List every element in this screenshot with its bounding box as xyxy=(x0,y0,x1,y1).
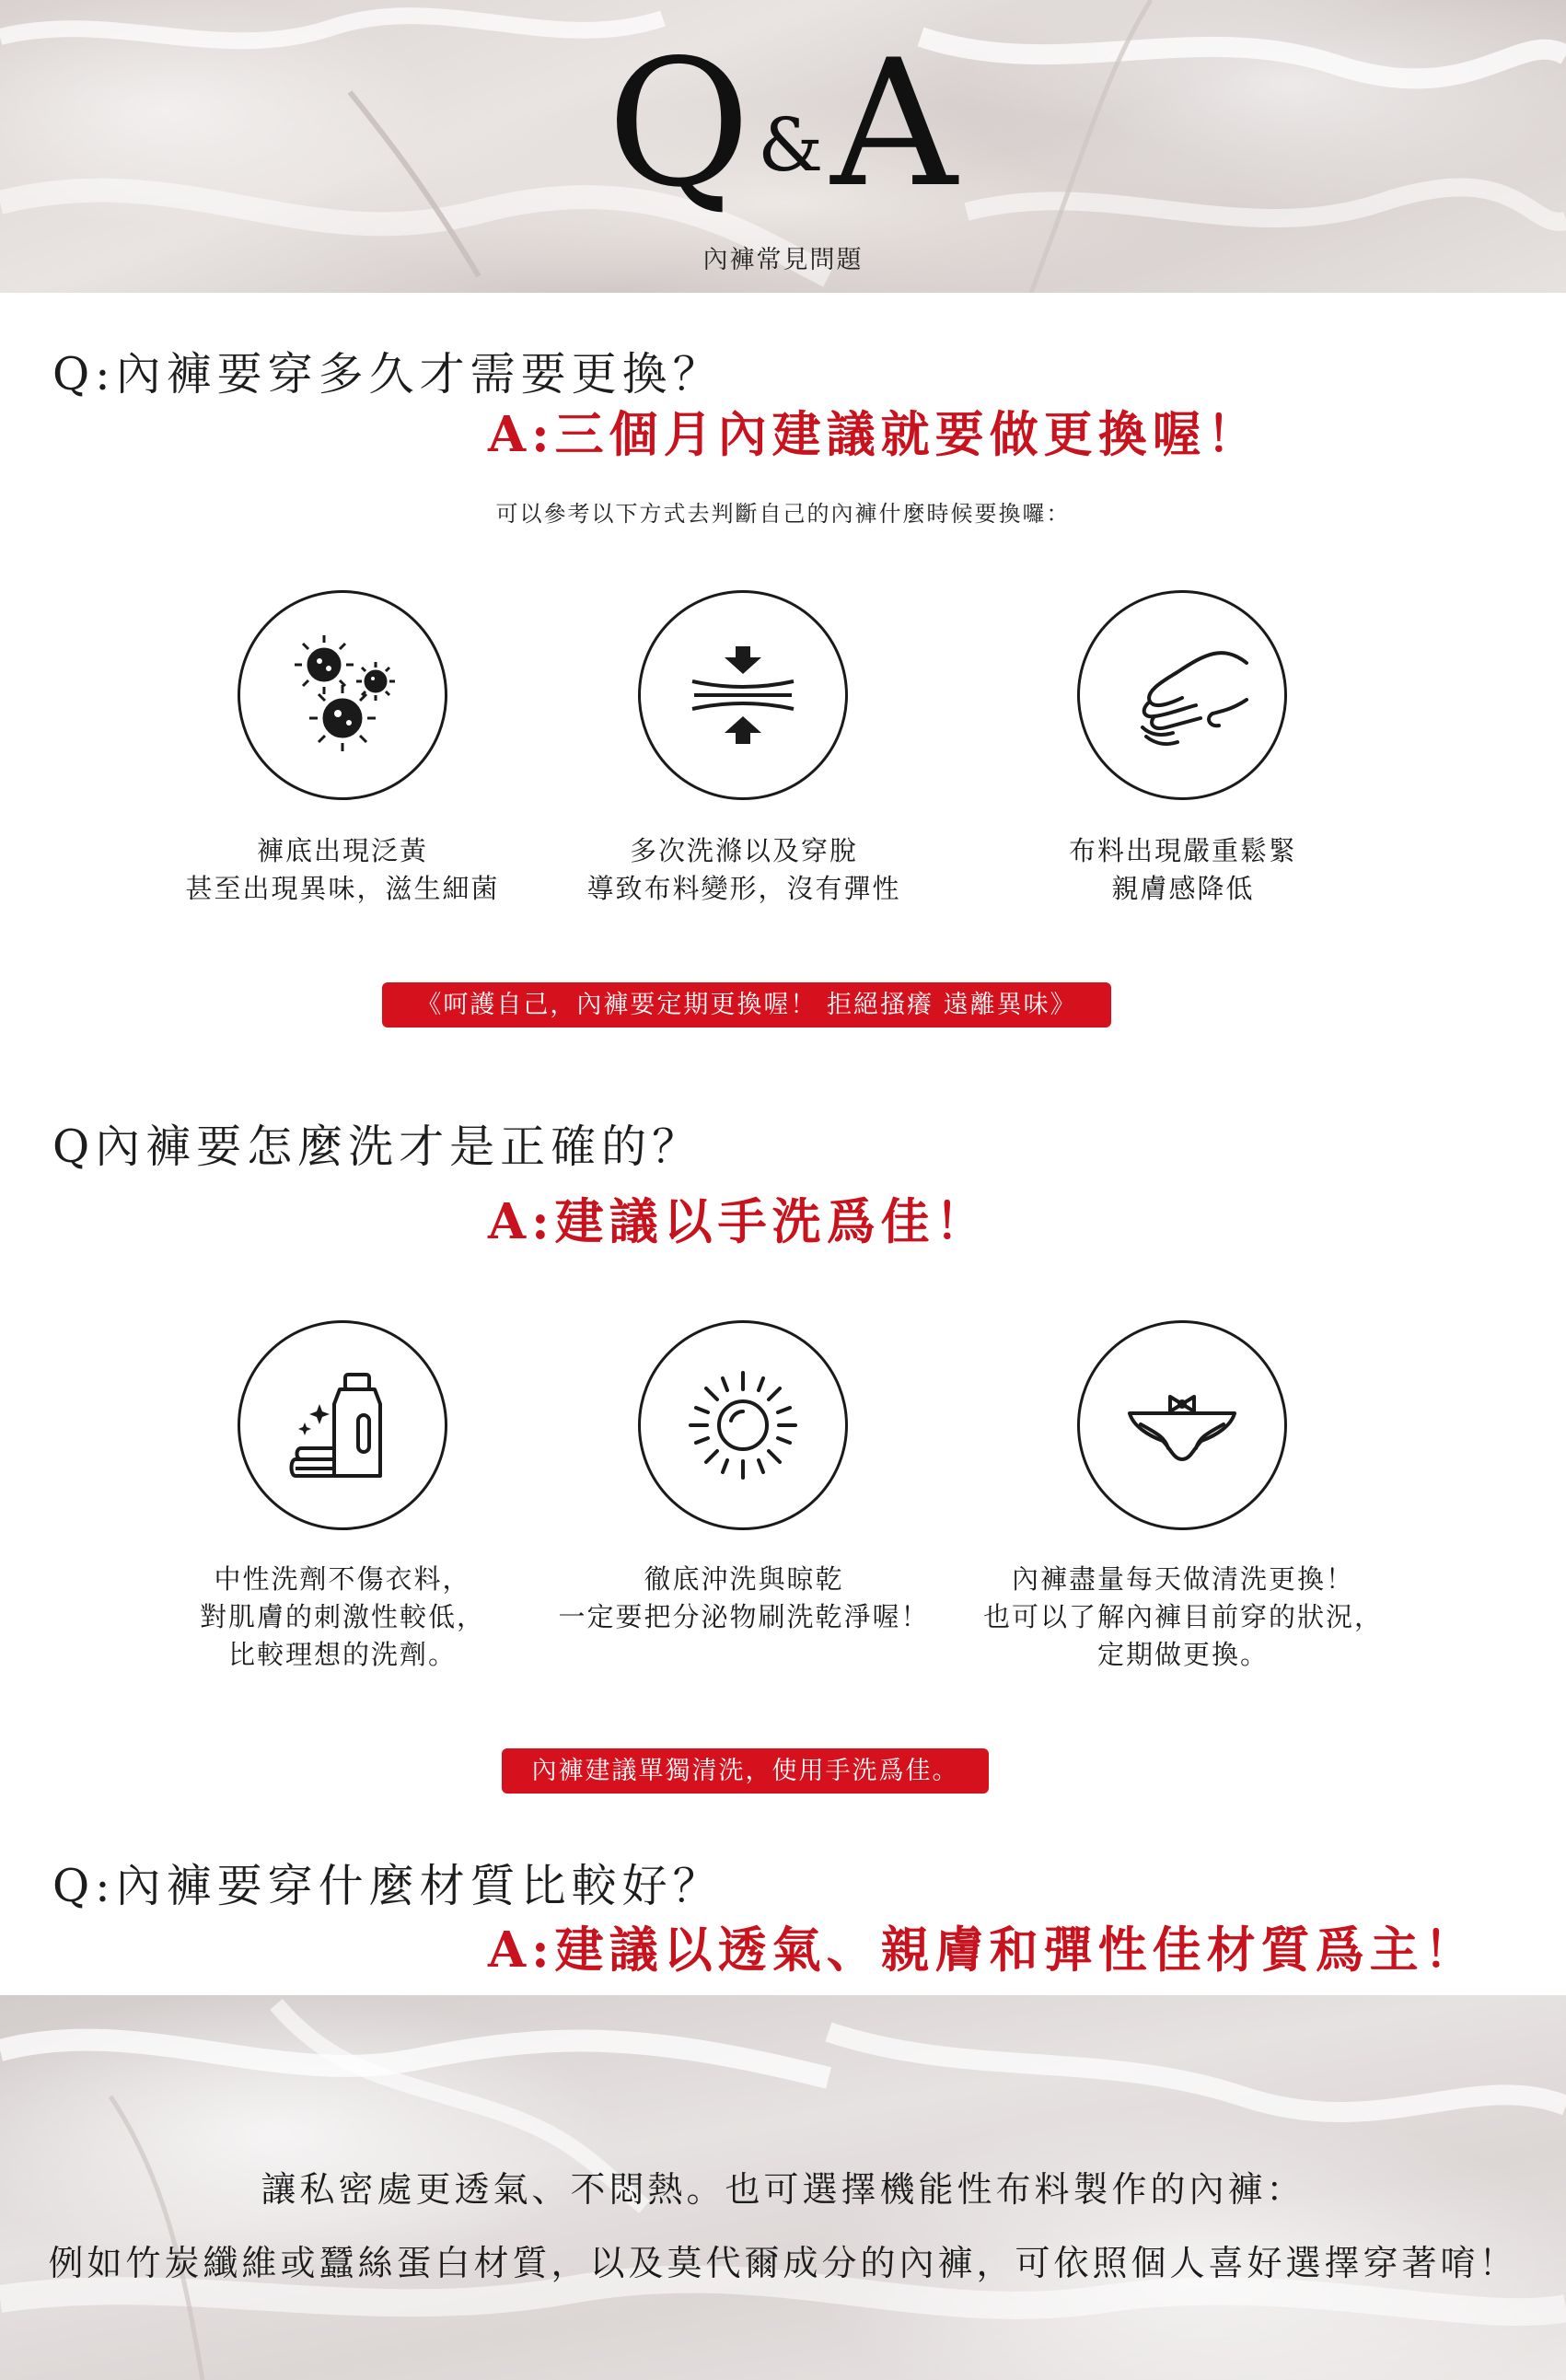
caption-line: 甚至出現異味，滋生細菌 xyxy=(185,873,500,904)
answer-2: A:建議以手洗爲佳！ xyxy=(488,1193,990,1250)
underwear-icon-circle xyxy=(1077,1320,1287,1530)
tagline-banner-1: 《呵護自己，內褲要定期更換喔！ 拒絕搔癢 遠離異味》 xyxy=(382,982,1111,1027)
hand-touch-icon xyxy=(1113,626,1251,764)
footer-line-1: 讓私密處更透氣、不悶熱。也可選擇機能性布料製作的內褲： xyxy=(261,2169,1305,2210)
qa-subtitle: 內褲常見問題 xyxy=(702,246,864,274)
section-1-note: 可以參考以下方式去判斷自己的內褲什麼時候要換囉： xyxy=(495,501,1071,527)
caption-line: 中性洗劑不傷衣料， xyxy=(214,1563,471,1595)
compress-arrows-icon-circle xyxy=(638,590,848,800)
caption-line: 定期做更換。 xyxy=(1096,1639,1269,1670)
underwear-icon xyxy=(1113,1356,1251,1494)
caption-line: 布料出現嚴重鬆緊 xyxy=(1068,835,1297,866)
caption-line: 也可以了解內褲目前穿的狀況， xyxy=(982,1601,1383,1632)
caption-line: 親膚感降低 xyxy=(1111,873,1255,904)
caption-item-6 xyxy=(976,1561,1390,1674)
title-a: A xyxy=(830,22,959,226)
germs-icon xyxy=(273,626,412,764)
caption-item-5 xyxy=(543,1561,945,1636)
question-2: Q內褲要怎麼洗才是正確的？ xyxy=(52,1120,703,1173)
detergent-bottle-icon xyxy=(273,1356,412,1494)
hand-touch-icon-circle xyxy=(1077,590,1287,800)
footer-line-2: 例如竹炭纖維或蠶絲蛋白材質，以及莫代爾成分的內褲，可依照個人喜好選擇穿著唷！ xyxy=(48,2243,1518,2283)
caption-item-4 xyxy=(147,1561,538,1674)
germs-icon-circle xyxy=(238,590,447,800)
caption-line: 內褲盡量每天做清洗更換！ xyxy=(1011,1563,1354,1595)
caption-line: 對肌膚的刺激性較低， xyxy=(199,1601,485,1632)
compress-arrows-icon xyxy=(674,626,812,764)
footer-banner xyxy=(0,1995,1566,2380)
question-3: Q:內褲要穿什麼材質比較好？ xyxy=(52,1860,724,1912)
caption-item-1 xyxy=(158,832,527,908)
caption-line: 導致布料變形，沒有彈性 xyxy=(586,873,901,904)
caption-line: 徹底沖洗與晾乾 xyxy=(644,1563,844,1595)
caption-line: 一定要把分泌物刷洗乾淨喔！ xyxy=(558,1601,930,1632)
title-q: Q xyxy=(607,22,753,226)
caption-line: 褲底出現泛黃 xyxy=(256,835,428,866)
title-ampersand: & xyxy=(758,102,826,188)
caption-item-2 xyxy=(560,832,928,908)
question-1: Q:內褲要穿多久才需要更換？ xyxy=(52,348,724,401)
caption-line: 多次洗滌以及穿脫 xyxy=(629,835,858,866)
detergent-icon-circle xyxy=(238,1320,447,1530)
answer-3: A:建議以透氣、親膚和彈性佳材質爲主！ xyxy=(488,1921,1479,1979)
qa-title xyxy=(0,22,1566,233)
caption-item-3 xyxy=(999,832,1367,908)
sun-icon xyxy=(674,1356,812,1494)
tagline-banner-2: 內褲建議單獨清洗，使用手洗爲佳。 xyxy=(502,1748,989,1794)
header-banner xyxy=(0,0,1566,293)
caption-line: 比較理想的洗劑。 xyxy=(227,1639,457,1670)
answer-1: A:三個月內建議就要做更換喔！ xyxy=(488,406,1261,463)
sun-icon-circle xyxy=(638,1320,848,1530)
